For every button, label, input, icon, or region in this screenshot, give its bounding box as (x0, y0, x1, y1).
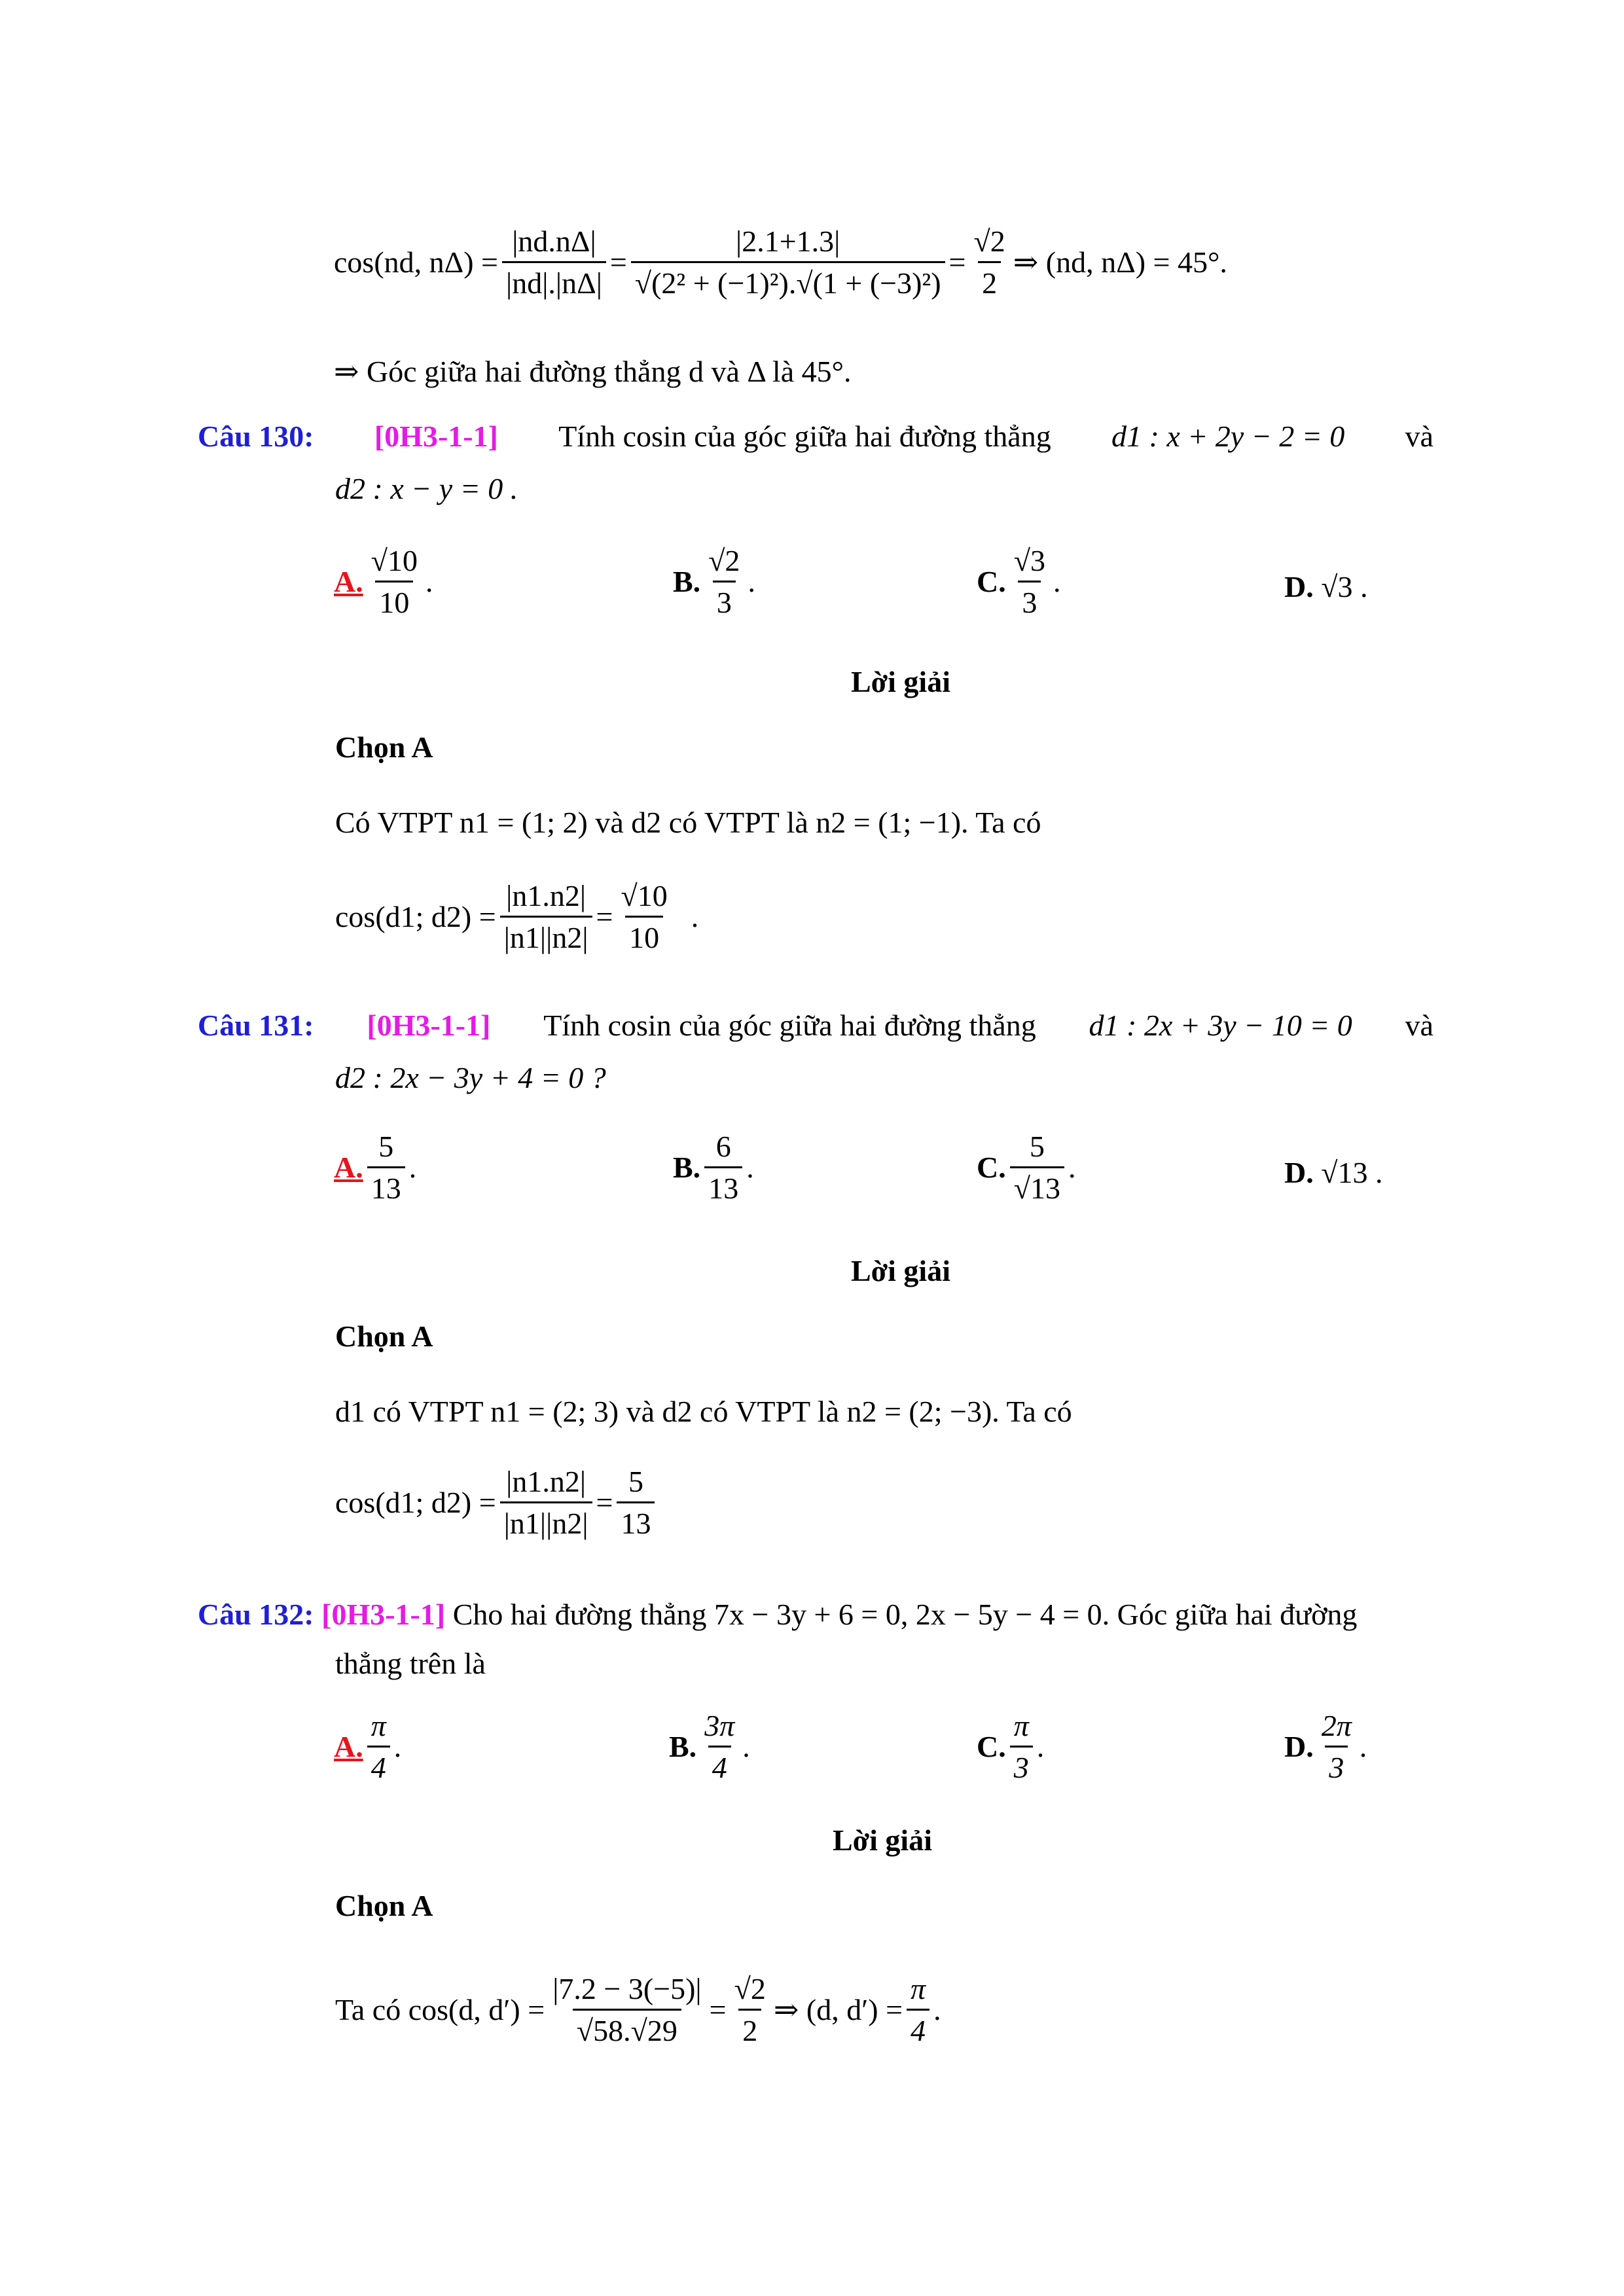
period: . (1053, 565, 1061, 598)
q132-option-a[interactable] (334, 1708, 401, 1785)
period: . (1359, 1730, 1367, 1763)
question-eq1: d1 : x + 2y − 2 = 0 (1111, 420, 1345, 453)
solution-choice: Chọn A (335, 1319, 433, 1353)
solution-heading: Lời giải (851, 665, 950, 698)
option-den: 3 (1018, 581, 1041, 620)
top-formula-val-num: √2 (973, 224, 1005, 258)
solution-lhs: cos(d1; d2) = (335, 899, 496, 933)
solution-tail-den: 4 (907, 2009, 929, 2048)
option-value: √3 . (1321, 570, 1368, 603)
option-frac (367, 543, 422, 620)
option-frac (367, 1708, 390, 1785)
solution-tail: ⇒ (d, d′) = (773, 1993, 903, 2026)
period: . (746, 1151, 754, 1184)
solution-num: |7.2 − 3(−5)| (552, 1971, 702, 2005)
q130-option-c[interactable] (977, 543, 1060, 620)
question-131-eq2: d2 : 2x − 3y + 4 = 0 ? (335, 1061, 606, 1094)
top-formula-frac2 (631, 224, 945, 300)
solution-res-num: √10 (621, 878, 668, 912)
period: . (742, 1730, 750, 1763)
option-letter: A. (334, 1151, 363, 1184)
top-formula (334, 196, 1227, 327)
option-num: √3 (1013, 544, 1045, 577)
option-num: 6 (715, 1130, 731, 1163)
solution-frac (500, 878, 592, 955)
question-130-eq2: d2 : x − y = 0 . (335, 472, 518, 505)
solution-choice: Chọn A (335, 730, 433, 764)
solution-line1: Có VTPT n1 = (1; 2) và d2 có VTPT là n2 = (1; −1). Ta có (335, 806, 1041, 839)
option-letter: B. (673, 1151, 701, 1184)
solution-choice: Chọn A (335, 1889, 433, 1922)
solution-num: |n1.n2| (506, 878, 586, 912)
question-132-line1 (198, 1597, 1357, 1632)
option-num: √2 (708, 544, 740, 577)
option-num: 5 (378, 1130, 394, 1163)
q132-option-d[interactable] (1284, 1708, 1367, 1785)
option-num: 3π (704, 1709, 735, 1742)
equals-sign: = (596, 1485, 613, 1519)
solution-result-frac (617, 1464, 655, 1541)
option-letter: C. (977, 565, 1006, 598)
question-tag: [0H3-1-1] (367, 1009, 491, 1042)
option-den: 3 (1325, 1746, 1348, 1785)
top-formula-frac3 (970, 224, 1009, 300)
top-conclusion: ⇒ Góc giữa hai đường thẳng d và Δ là 45°. (334, 355, 852, 388)
q130-option-a[interactable] (334, 543, 433, 620)
option-frac (700, 1708, 738, 1785)
option-letter: B. (673, 565, 701, 598)
question-eq1: d1 : 2x + 3y − 10 = 0 (1089, 1009, 1352, 1042)
solution-heading: Lời giải (833, 1823, 932, 1857)
option-den: 13 (367, 1166, 405, 1206)
question-text: Tính cosin của góc giữa hai đường thẳng (558, 420, 1051, 453)
option-num: 2π (1321, 1709, 1352, 1742)
solution-res-den: 13 (617, 1501, 655, 1541)
question-number: Câu 130: (198, 420, 314, 453)
period: . (393, 1730, 402, 1763)
top-formula-lhs: cos(nd, nΔ) = (334, 245, 498, 279)
question-and: và (1405, 1009, 1434, 1042)
solution-formula (335, 1443, 659, 1561)
option-num: 5 (1029, 1130, 1045, 1163)
top-formula-den: |nd|.|nΔ| (502, 261, 606, 300)
solution-den: |n1||n2| (500, 916, 592, 955)
option-num: π (370, 1709, 386, 1742)
solution-res-den: 10 (625, 916, 663, 955)
period: . (1068, 1151, 1076, 1184)
solution-result-frac (731, 1971, 770, 2048)
top-formula-num2: |2.1+1.3| (736, 224, 840, 258)
option-den: 13 (704, 1166, 742, 1206)
option-frac (367, 1129, 405, 1206)
question-and: và (1405, 420, 1434, 453)
q131-option-b[interactable] (673, 1129, 754, 1206)
option-num: √10 (370, 544, 418, 577)
q130-option-b[interactable] (673, 543, 755, 620)
solution-heading: Lời giải (851, 1254, 950, 1287)
option-den: 4 (367, 1746, 390, 1785)
question-number: Câu 131: (198, 1009, 314, 1042)
solution-lhs: Ta có cos(d, d′) = (335, 1992, 545, 2026)
option-frac (1010, 1129, 1064, 1206)
question-tag: [0H3-1-1] (374, 420, 498, 453)
period: . (425, 565, 433, 598)
question-text: Cho hai đường thẳng 7x − 3y + 6 = 0, 2x − 5y − 4 = 0. Góc giữa hai đường (452, 1598, 1358, 1631)
option-letter: A. (334, 565, 363, 598)
option-letter: D. (1284, 570, 1314, 603)
solution-den: √58.√29 (573, 2009, 681, 2048)
option-letter: D. (1284, 1156, 1314, 1189)
question-130-line1 (198, 419, 1434, 454)
question-number: Câu 132: (198, 1598, 314, 1631)
top-formula-val-den: 2 (978, 261, 1001, 300)
top-formula-result: ⇒ (nd, nΔ) = 45°. (1013, 245, 1227, 279)
top-formula-frac1 (502, 224, 606, 300)
solution-tail-num: π (911, 1971, 926, 2005)
option-frac (1010, 543, 1049, 620)
option-frac (1318, 1708, 1356, 1785)
option-frac (704, 1129, 742, 1206)
solution-end: . (933, 1992, 941, 2026)
solution-formula (335, 857, 698, 975)
question-132-line2: thẳng trên là (335, 1647, 486, 1680)
solution-den: |n1||n2| (500, 1501, 592, 1541)
q130-option-d[interactable] (1284, 569, 1367, 604)
solution-result-frac (617, 878, 671, 955)
equals-sign: = (596, 899, 613, 933)
q131-option-a[interactable] (334, 1129, 416, 1206)
option-den: 4 (708, 1746, 731, 1785)
solution-line1: d1 có VTPT n1 = (2; 3) và d2 có VTPT là n2 = (2; −3). Ta có (335, 1395, 1072, 1428)
question-131-line1 (198, 1008, 1434, 1043)
top-formula-num: |nd.nΔ| (512, 224, 596, 258)
solution-frac (500, 1464, 592, 1541)
option-den: 10 (375, 581, 413, 620)
option-den: 3 (1010, 1746, 1033, 1785)
option-frac (1010, 1708, 1033, 1785)
q131-option-c[interactable] (977, 1129, 1075, 1206)
solution-res-num: √2 (734, 1971, 766, 2005)
q132-option-b[interactable] (669, 1708, 750, 1785)
top-formula-den2: √(2² + (−1)²).√(1 + (−3)²) (631, 261, 945, 300)
period: . (748, 565, 755, 598)
option-letter: C. (977, 1730, 1006, 1763)
option-frac (704, 543, 744, 620)
option-value: √13 . (1321, 1156, 1383, 1189)
q131-option-d[interactable] (1284, 1155, 1382, 1190)
period: . (1036, 1730, 1045, 1763)
solution-res-num: 5 (628, 1464, 643, 1498)
option-letter: A. (334, 1730, 363, 1763)
solution-frac (549, 1971, 705, 2048)
period: . (408, 1151, 417, 1184)
option-letter: D. (1284, 1730, 1314, 1763)
option-den: √13 (1010, 1166, 1064, 1206)
option-den: 3 (713, 581, 736, 620)
equals-sign: = (609, 245, 627, 279)
question-tag: [0H3-1-1] (321, 1598, 446, 1631)
solution-num: |n1.n2| (506, 1464, 586, 1498)
solution-tail-frac (907, 1971, 929, 2048)
option-letter: B. (669, 1730, 697, 1763)
solution-lhs: cos(d1; d2) = (335, 1485, 496, 1519)
option-letter: C. (977, 1151, 1006, 1184)
q132-option-c[interactable] (977, 1708, 1044, 1785)
solution-formula (335, 1950, 941, 2068)
equals-sign: = (709, 1992, 727, 2026)
equals-sign: = (948, 245, 966, 279)
solution-end: . (691, 899, 699, 933)
solution-res-den: 2 (738, 2009, 761, 2048)
option-num: π (1013, 1709, 1029, 1742)
question-text: Tính cosin của góc giữa hai đường thẳng (543, 1009, 1036, 1042)
